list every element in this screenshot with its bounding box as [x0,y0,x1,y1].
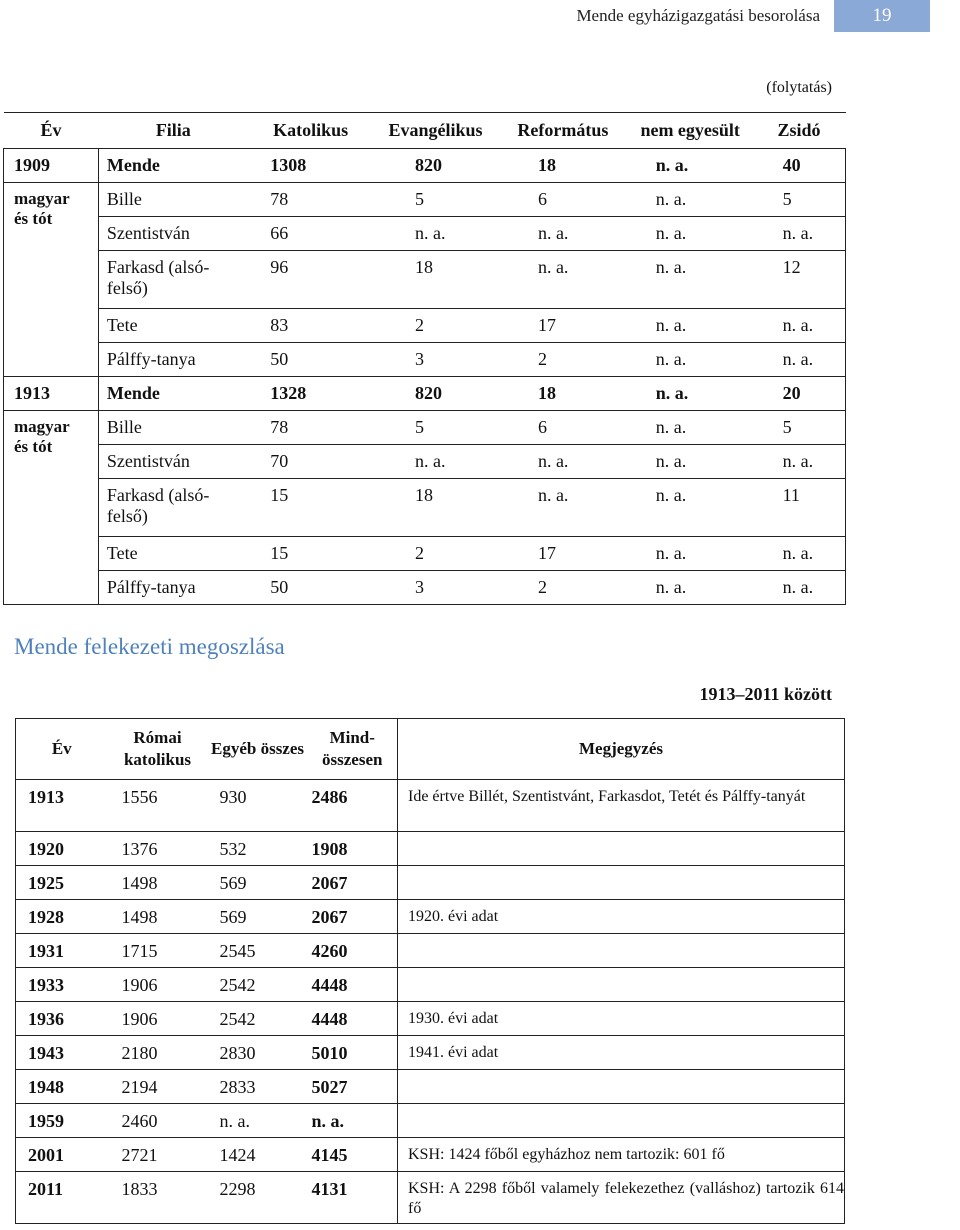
other-cell: 532 [208,832,308,866]
table-row [16,1036,845,1070]
table-row [4,343,846,377]
value-cell: 2 [373,309,498,343]
table-row [16,1104,845,1138]
note-cell [398,832,845,866]
year-cell: 2011 [16,1172,108,1224]
value-cell: 78 [248,411,373,445]
year-cell: 1959 [16,1104,108,1138]
other-cell: 1424 [208,1138,308,1172]
value-cell: n. a. [628,537,753,571]
value-cell: 66 [248,217,373,251]
table-row [16,934,845,968]
value-cell: n. a. [753,217,846,251]
year-cell: 1913 [16,780,108,832]
value-cell: n. a. [498,217,628,251]
catholic-cell: 1556 [108,780,208,832]
table-row [4,251,846,309]
value-cell: 78 [248,183,373,217]
catholic-cell: 1906 [108,968,208,1002]
col-header-year: Év [4,113,99,149]
value-cell: 5 [373,411,498,445]
other-cell: 2830 [208,1036,308,1070]
other-cell: 2545 [208,934,308,968]
value-cell: 5 [753,183,846,217]
value-cell: 18 [498,149,628,183]
table-row [16,1002,845,1036]
other-cell: 2542 [208,1002,308,1036]
table-row [4,149,846,183]
value-cell: n. a. [753,571,846,605]
other-cell: 569 [208,900,308,934]
value-cell: 2 [373,537,498,571]
other-cell: 930 [208,780,308,832]
continuation-note: (folytatás) [766,79,832,96]
col-header-year: Év [16,719,108,780]
value-cell: 50 [248,571,373,605]
value-cell: n. a. [628,251,753,309]
page-header [0,0,960,32]
catholic-cell: 1833 [108,1172,208,1224]
table-row [4,217,846,251]
section-title: Mende felekezeti megoszlása [14,634,285,659]
col-header-jewish: Zsidó [753,113,846,149]
year-value: 1913 [14,383,50,403]
value-cell: n. a. [498,479,628,537]
table-row [16,968,845,1002]
value-cell: n. a. [628,377,753,411]
value-cell: 6 [498,411,628,445]
table-row [16,1138,845,1172]
table-row [16,900,845,934]
value-cell: 3 [373,343,498,377]
filia-cell: Tete [98,309,248,343]
note-cell: KSH: A 2298 főből valamely felekezethez (valláshoz) tartozik 614 fő [398,1172,845,1224]
catholic-cell: 2180 [108,1036,208,1070]
language-label: magyar és tót [14,417,70,456]
table-row [4,309,846,343]
value-cell: n. a. [628,343,753,377]
running-title: Mende egyházigazgatási besorolása [576,6,820,25]
table-row [16,780,845,832]
note-cell: 1941. évi adat [398,1036,845,1070]
value-cell: n. a. [753,343,846,377]
filia-cell: Bille [98,183,248,217]
year-value: 1909 [14,155,50,175]
year-cell: 1948 [16,1070,108,1104]
total-cell: 4131 [308,1172,398,1224]
year-cell: 1925 [16,866,108,900]
catholic-cell: 1715 [108,934,208,968]
total-cell: 5027 [308,1070,398,1104]
language-label: magyar és tót [14,189,70,228]
filia-cell: Szentistván [98,445,248,479]
value-cell: n. a. [373,217,498,251]
value-cell: 18 [498,377,628,411]
table-row [4,537,846,571]
value-cell: 50 [248,343,373,377]
value-cell: 15 [248,479,373,537]
col-header-total: Mind-összesen [308,719,398,780]
col-header-catholic: Római katolikus [108,719,208,780]
language-cell [4,411,99,605]
value-cell: 15 [248,537,373,571]
value-cell: 5 [753,411,846,445]
value-cell: n. a. [373,445,498,479]
year-cell: 1928 [16,900,108,934]
table-row [16,1070,845,1104]
denomination-table-1909-1913 [3,112,846,605]
page-number: 19 [834,0,930,32]
value-cell: n. a. [753,309,846,343]
total-cell: 2067 [308,900,398,934]
note-cell: Ide értve Billét, Szentistvánt, Farkasdot, Tetét és Pálffy-tanyát [398,780,845,832]
value-cell: 96 [248,251,373,309]
value-cell: 6 [498,183,628,217]
filia-cell: Mende [98,377,248,411]
filia-cell: Tete [98,537,248,571]
filia-cell: Mende [98,149,248,183]
value-cell: n. a. [753,445,846,479]
table-row [4,183,846,217]
total-cell: 4145 [308,1138,398,1172]
value-cell: 18 [373,479,498,537]
col-header-orthodox: nem egyesült [628,113,753,149]
filia-cell: Szentistván [98,217,248,251]
language-cell [4,183,99,377]
other-cell: 569 [208,866,308,900]
filia-cell: Bille [98,411,248,445]
value-cell: n. a. [628,217,753,251]
total-cell: 5010 [308,1036,398,1070]
value-cell: 11 [753,479,846,537]
note-cell: KSH: 1424 főből egyházhoz nem tartozik: 601 fő [398,1138,845,1172]
note-cell [398,866,845,900]
table-row [16,832,845,866]
value-cell: n. a. [628,445,753,479]
year-cell: 1936 [16,1002,108,1036]
year-cell: 1943 [16,1036,108,1070]
col-header-catholic: Katolikus [248,113,373,149]
value-cell: 820 [373,149,498,183]
total-cell: 2486 [308,780,398,832]
col-header-evangelical: Evangélikus [373,113,498,149]
note-cell [398,968,845,1002]
year-cell: 1931 [16,934,108,968]
table-row [4,479,846,537]
table-row [4,411,846,445]
value-cell: 820 [373,377,498,411]
value-cell: 1328 [248,377,373,411]
total-cell: 1908 [308,832,398,866]
col-header-reformed: Református [498,113,628,149]
total-cell: 4448 [308,1002,398,1036]
table-row [4,377,846,411]
table-row [16,1172,845,1224]
col-header-filia: Filia [98,113,248,149]
value-cell: n. a. [628,149,753,183]
col-header-other: Egyéb összes [208,719,308,780]
note-cell: 1920. évi adat [398,900,845,934]
value-cell: 5 [373,183,498,217]
total-cell: 2067 [308,866,398,900]
note-cell: 1930. évi adat [398,1002,845,1036]
year-cell: 1933 [16,968,108,1002]
denomination-table-1913-2011 [15,718,845,1224]
total-cell: 4448 [308,968,398,1002]
value-cell: 12 [753,251,846,309]
value-cell: n. a. [498,251,628,309]
year-cell: 2001 [16,1138,108,1172]
table-row [4,571,846,605]
filia-cell: Farkasd (alsó-felső) [98,251,248,309]
table-row [4,445,846,479]
value-cell: n. a. [628,571,753,605]
other-cell: 2298 [208,1172,308,1224]
year-cell [4,377,99,411]
filia-cell: Farkasd (alsó-felső) [98,479,248,537]
year-cell: 1920 [16,832,108,866]
value-cell: 18 [373,251,498,309]
catholic-cell: 1498 [108,866,208,900]
value-cell: n. a. [628,479,753,537]
total-cell: 4260 [308,934,398,968]
catholic-cell: 1498 [108,900,208,934]
value-cell: n. a. [628,183,753,217]
value-cell: 17 [498,309,628,343]
total-cell: n. a. [308,1104,398,1138]
value-cell: 2 [498,343,628,377]
value-cell: 2 [498,571,628,605]
other-cell: 2542 [208,968,308,1002]
value-cell: 3 [373,571,498,605]
catholic-cell: 1376 [108,832,208,866]
catholic-cell: 2460 [108,1104,208,1138]
other-cell: n. a. [208,1104,308,1138]
filia-cell: Pálffy-tanya [98,343,248,377]
value-cell: n. a. [628,309,753,343]
value-cell: 70 [248,445,373,479]
note-cell [398,1070,845,1104]
catholic-cell: 1906 [108,1002,208,1036]
filia-cell: Pálffy-tanya [98,571,248,605]
table-row [16,866,845,900]
table-header-row [4,113,846,149]
value-cell: n. a. [628,411,753,445]
value-cell: 1308 [248,149,373,183]
value-cell: n. a. [753,537,846,571]
year-cell [4,149,99,183]
table-header-row [16,719,845,780]
catholic-cell: 2194 [108,1070,208,1104]
note-cell [398,1104,845,1138]
period-label: 1913–2011 között [699,684,832,704]
value-cell: 17 [498,537,628,571]
other-cell: 2833 [208,1070,308,1104]
value-cell: 20 [753,377,846,411]
note-cell [398,934,845,968]
catholic-cell: 2721 [108,1138,208,1172]
col-header-note: Megjegyzés [398,719,845,780]
value-cell: 83 [248,309,373,343]
value-cell: 40 [753,149,846,183]
value-cell: n. a. [498,445,628,479]
